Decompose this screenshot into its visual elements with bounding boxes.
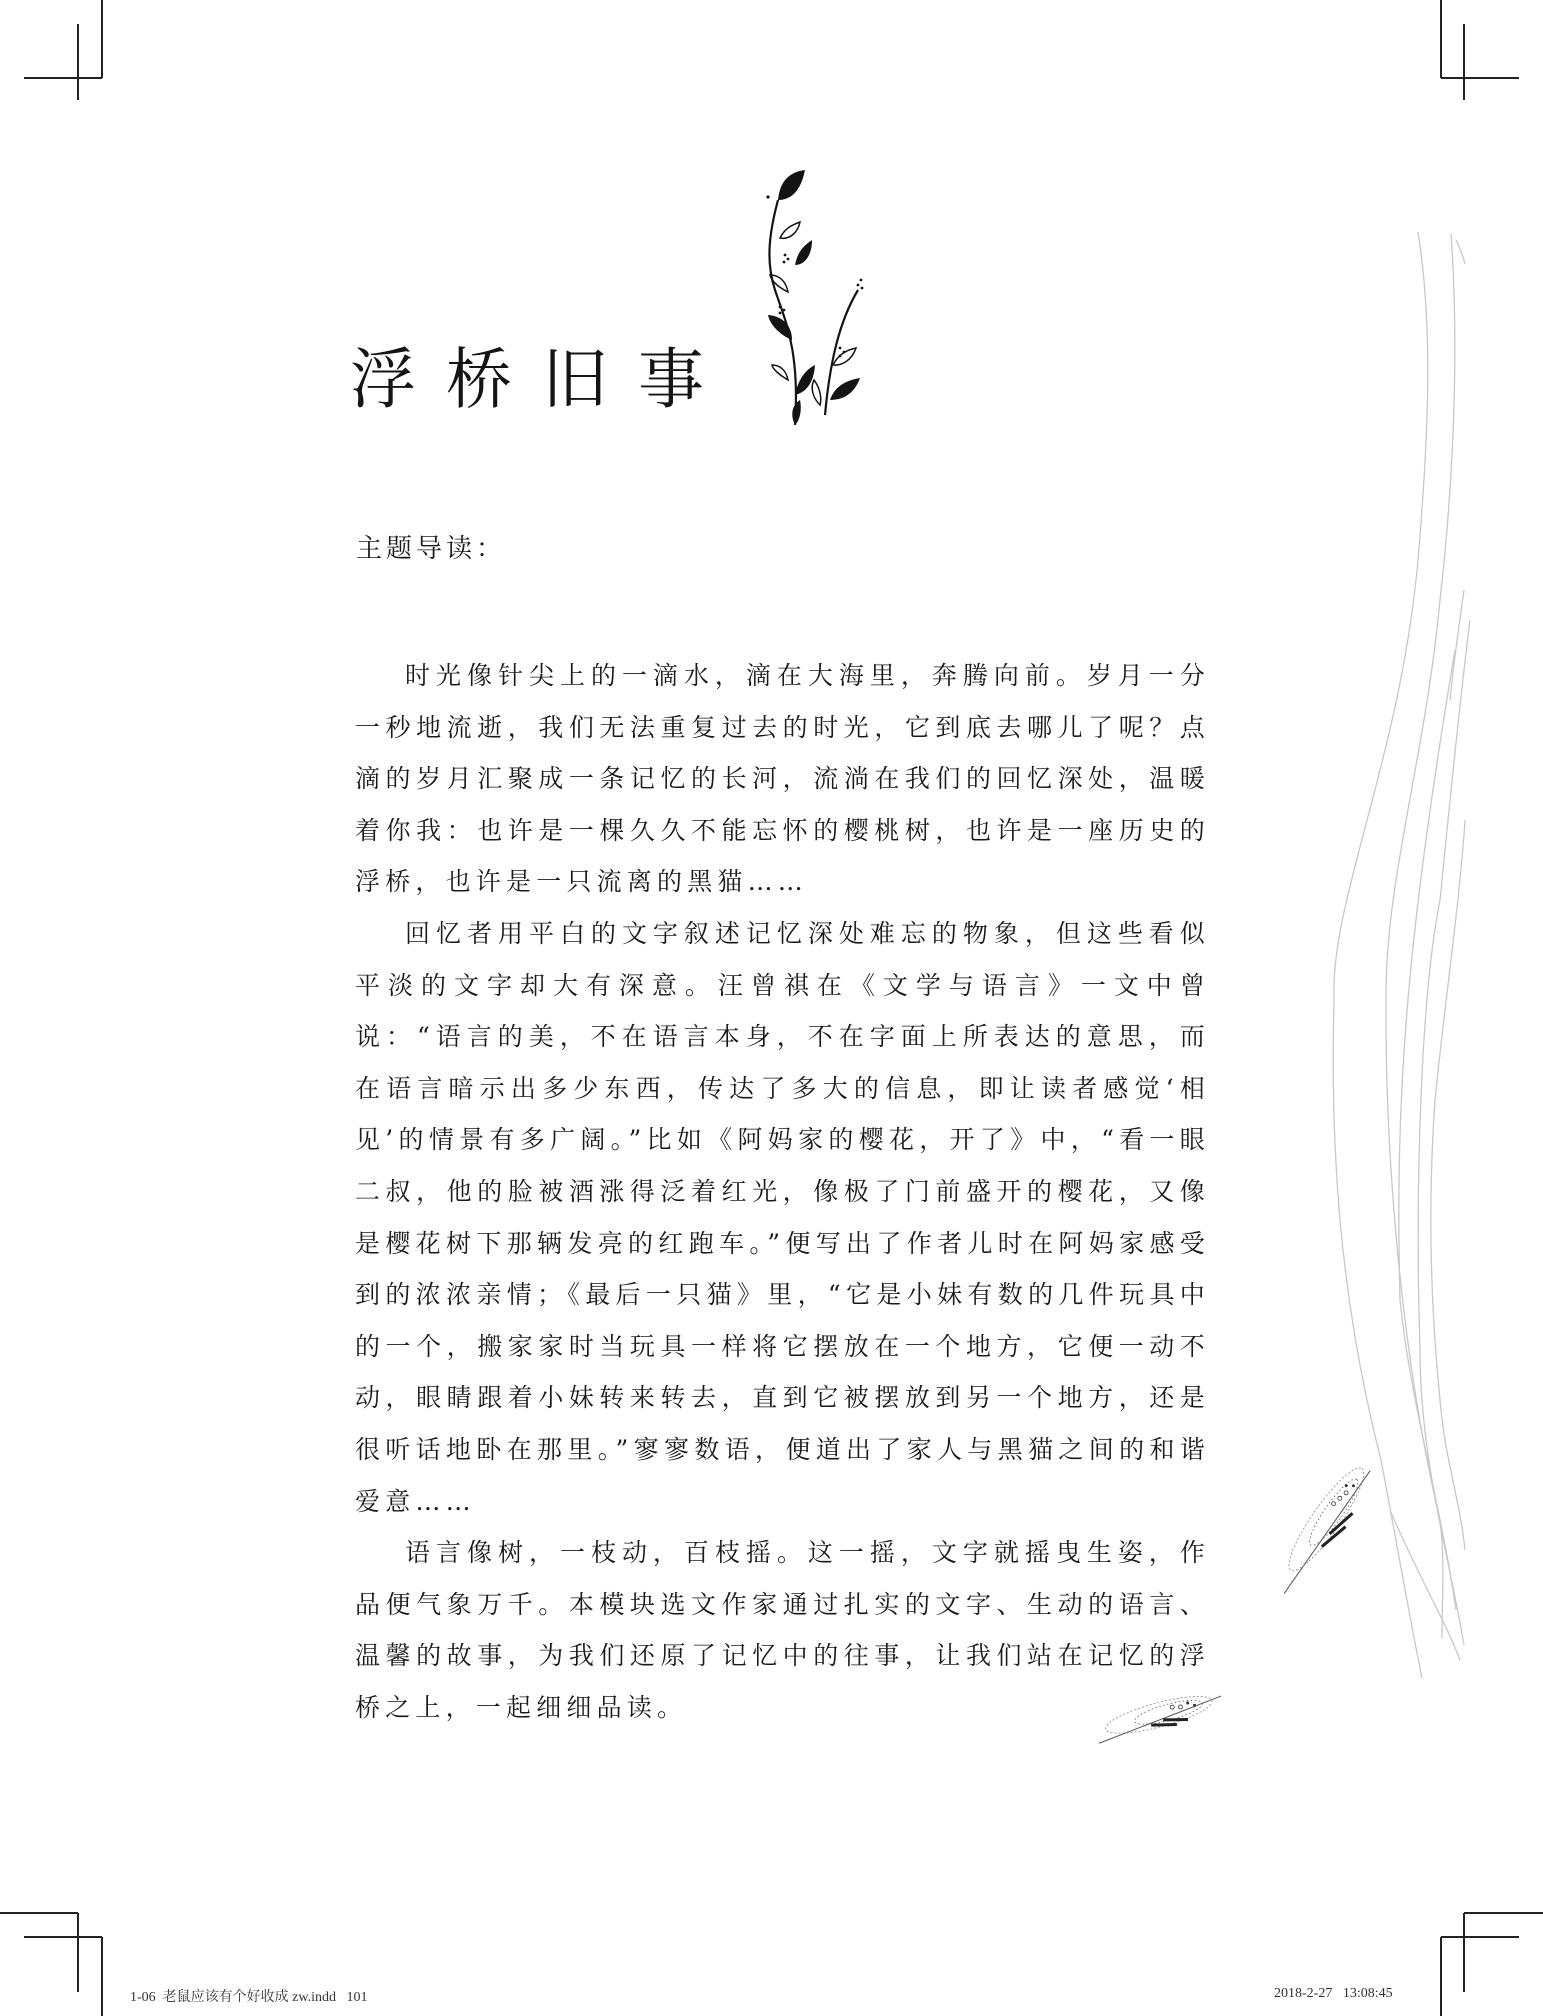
- paragraph: 时光像针尖上的一滴水，滴在大海里，奔腾向前。岁月一分一秒地流逝，我们无法重复过去的时光，它到底去哪儿了呢？点滴的岁月汇聚成一条记忆的长河，流淌在我们的回忆深处，温暖着你我：也许是一棵久久不能忘怀的樱桃树，也许是一座历史的浮桥，也许是一只流离的黑猫……: [355, 661, 1210, 897]
- flowing-curves-ornament: [1333, 232, 1470, 1678]
- page-title-block: [350, 335, 734, 425]
- page-title: 浮桥旧事: [350, 341, 734, 418]
- leaf-vine-icon: [740, 170, 865, 435]
- crop-mark-bottom-left: [0, 1913, 102, 2016]
- crop-mark-bottom-right: [1441, 1913, 1543, 2016]
- footer-timestamp: 2018-2-27 13:08:45: [1274, 1986, 1393, 2001]
- section-label: 主题导读：: [356, 534, 507, 564]
- paragraph: 语言像树，一枝动，百枝摇。这一摇，文字就摇曳生姿，作品便气象万千。本模块选文作家通过扎实的文字、生动的语言、温馨的故事，为我们还原了记忆中的往事，让我们站在记忆的浮桥之上，一起细细品读。: [355, 1538, 1210, 1722]
- paragraph: 回忆者用平白的文字叙述记忆深处难忘的物象，但这些看似平淡的文字却大有深意。汪曾祺在《文学与语言》一文中曾说：“语言的美，不在语言本身，不在字面上所表达的意思，而在语言暗示出多少东西，传达了多大的信息，即让读者感觉‘相见’的情景有多广阔。”比如《阿妈家的樱花，开了》中，“看一眼二叔，他的脸被酒涨得泛着红光，像极了门前盛开的樱花，又像是樱花树下那辆发亮的红跑车。”便写出了作者儿时在阿妈家感受到的浓浓亲情；《最后一只猫》里，“它是小妹有数的几件玩具中的一个，搬家家时当玩具一样将它摆放在一个地方，它便一动不动，眼睛跟着小妹转来转去，直到它被摆放到另一个地方，还是很听话地卧在那里。”寥寥数语，便道出了家人与黑猫之间的和谐爱意……: [355, 918, 1210, 1516]
- feather-icon-upper: [1266, 1458, 1380, 1600]
- crop-mark-top-right: [1441, 0, 1519, 100]
- footer-file-info: 1-06 老鼠应该有个好收成 zw.indd 101: [130, 1990, 368, 2005]
- introduction-body: [355, 650, 1210, 1733]
- crop-mark-top-left: [24, 0, 102, 100]
